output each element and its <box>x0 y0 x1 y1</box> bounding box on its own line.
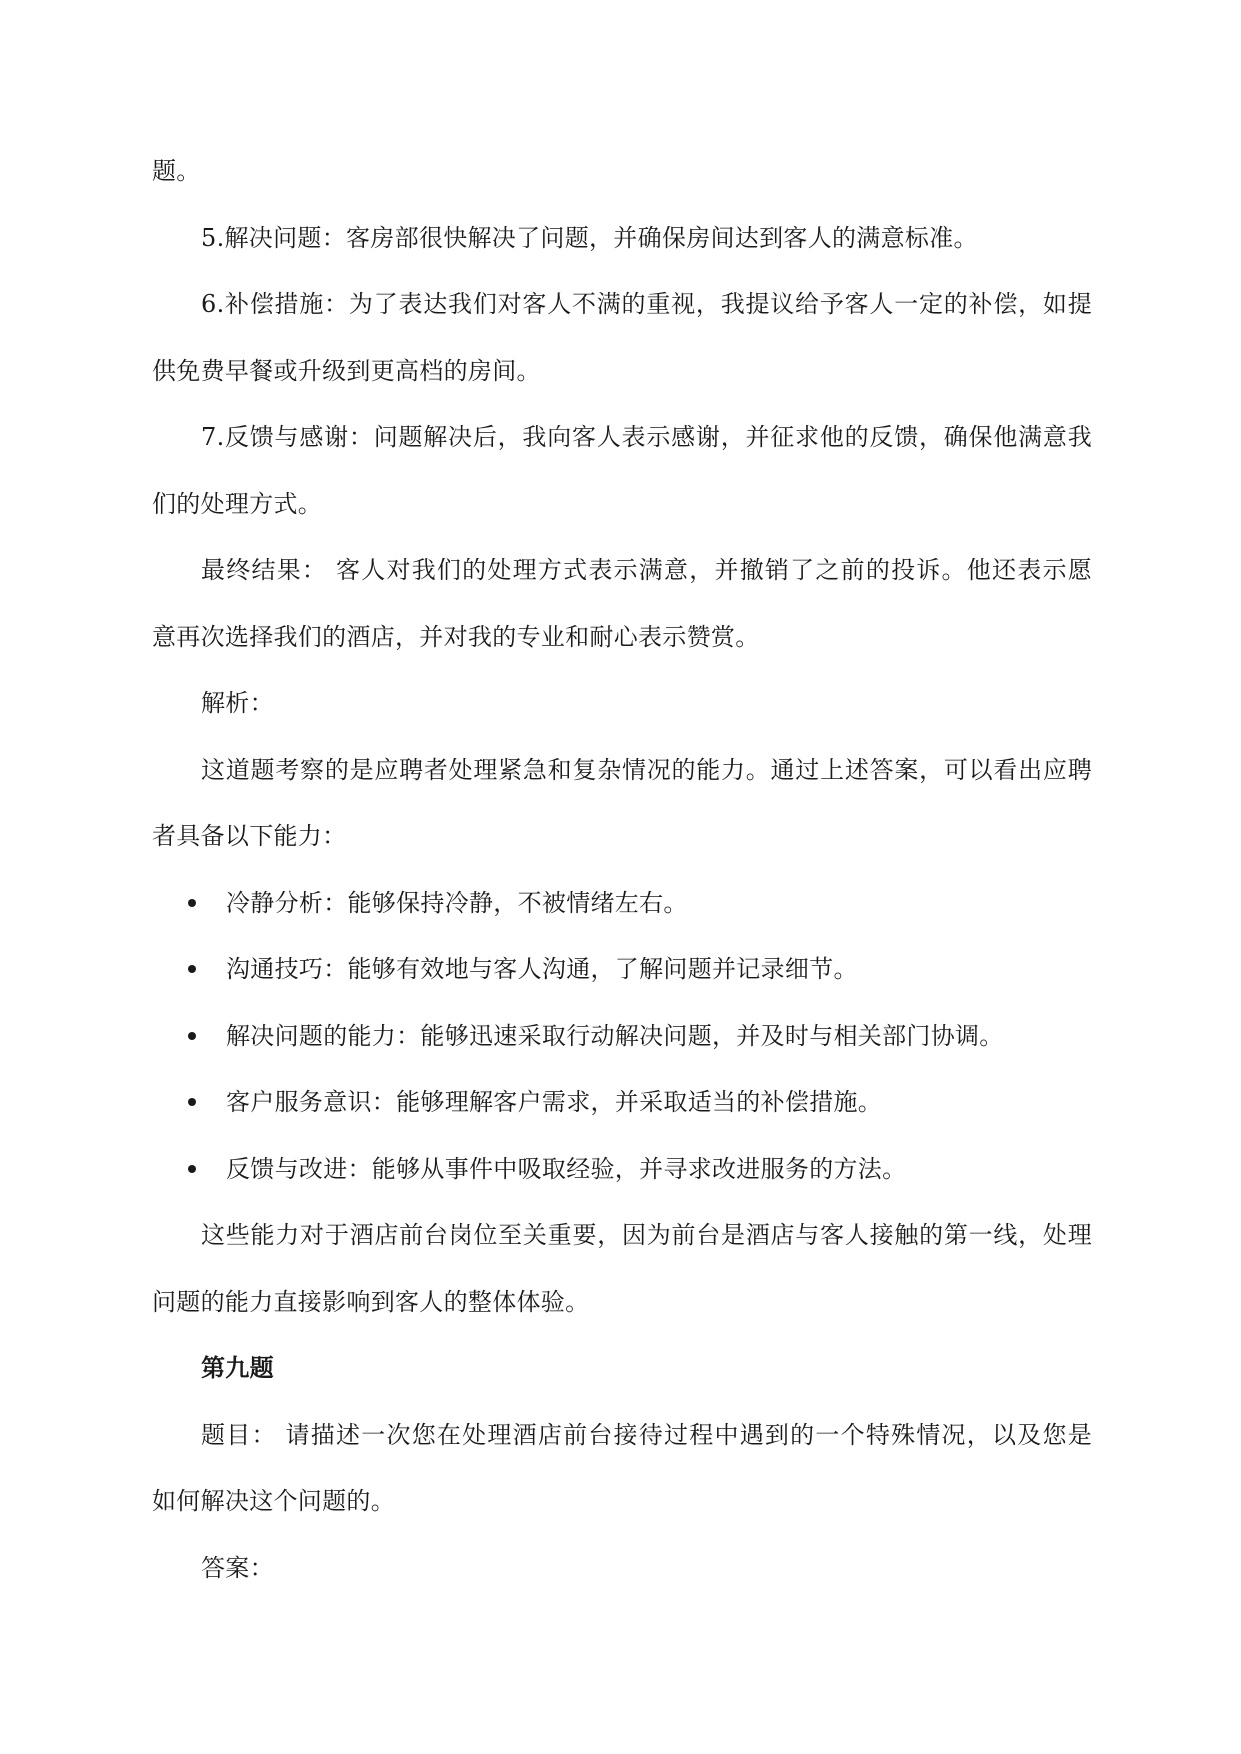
list-item-text: 反馈与改进：能够从事件中吸取经验，并寻求改进服务的方法。 <box>226 1154 907 1183</box>
step-7-continuation: 们的处理方式。 <box>152 489 323 518</box>
analysis-paragraph: 这道题考察的是应聘者处理紧急和复杂情况的能力。通过上述答案，可以看出应聘 <box>201 755 1092 784</box>
list-item-text: 客户服务意识：能够理解客户需求，并采取适当的补偿措施。 <box>226 1088 883 1116</box>
analysis-heading: 解析： <box>201 689 274 717</box>
analysis-paragraph-continuation: 者具备以下能力： <box>152 822 347 850</box>
list-item <box>152 870 1092 937</box>
question-prompt: 题目： 请描述一次您在处理酒店前台接待过程中遇到的一个特殊情况，以及您是 <box>201 1420 1092 1449</box>
list-item-text: 解决问题的能力：能够迅速采取行动解决问题，并及时与相关部门协调。 <box>226 1021 1004 1050</box>
list-item-text: 冷静分析：能够保持冷静，不被情绪左右。 <box>226 888 688 917</box>
bullet-icon <box>188 899 196 907</box>
bullet-icon <box>188 1165 196 1173</box>
paragraph-continuation: 题。 <box>152 157 201 185</box>
document-page <box>152 138 1092 1601</box>
list-item <box>152 1003 1092 1070</box>
step-7-feedback: 7.反馈与感谢：问题解决后，我向客人表示感谢，并征求他的反馈，确保他满意我 <box>201 423 1092 451</box>
final-result-continuation: 意再次选择我们的酒店，并对我的专业和耐心表示赞赏。 <box>152 622 760 651</box>
list-item <box>152 1136 1092 1203</box>
bullet-icon <box>188 1032 196 1040</box>
step-5-resolve: 5.解决问题：客房部很快解决了问题，并确保房间达到客人的满意标准。 <box>201 223 978 252</box>
step-6-continuation: 供免费早餐或升级到更高档的房间。 <box>152 356 541 385</box>
bullet-icon <box>188 1098 196 1106</box>
answer-label: 答案： <box>201 1553 274 1582</box>
importance-paragraph-continuation: 问题的能力直接影响到客人的整体体验。 <box>152 1287 590 1316</box>
question-prompt-continuation: 如何解决这个问题的。 <box>152 1487 395 1515</box>
list-item-text: 沟通技巧：能够有效地与客人沟通，了解问题并记录细节。 <box>226 955 858 983</box>
list-item <box>152 936 1092 1003</box>
bullet-icon <box>188 965 196 973</box>
list-item <box>152 1069 1092 1136</box>
step-6-compensation: 6.补偿措施：为了表达我们对客人不满的重视，我提议给予客人一定的补偿，如提 <box>201 290 1092 318</box>
importance-paragraph: 这些能力对于酒店前台岗位至关重要，因为前台是酒店与客人接触的第一线，处理 <box>201 1221 1092 1249</box>
final-result: 最终结果： 客人对我们的处理方式表示满意，并撤销了之前的投诉。他还表示愿 <box>201 556 1092 584</box>
question-9-heading: 第九题 <box>201 1354 274 1382</box>
